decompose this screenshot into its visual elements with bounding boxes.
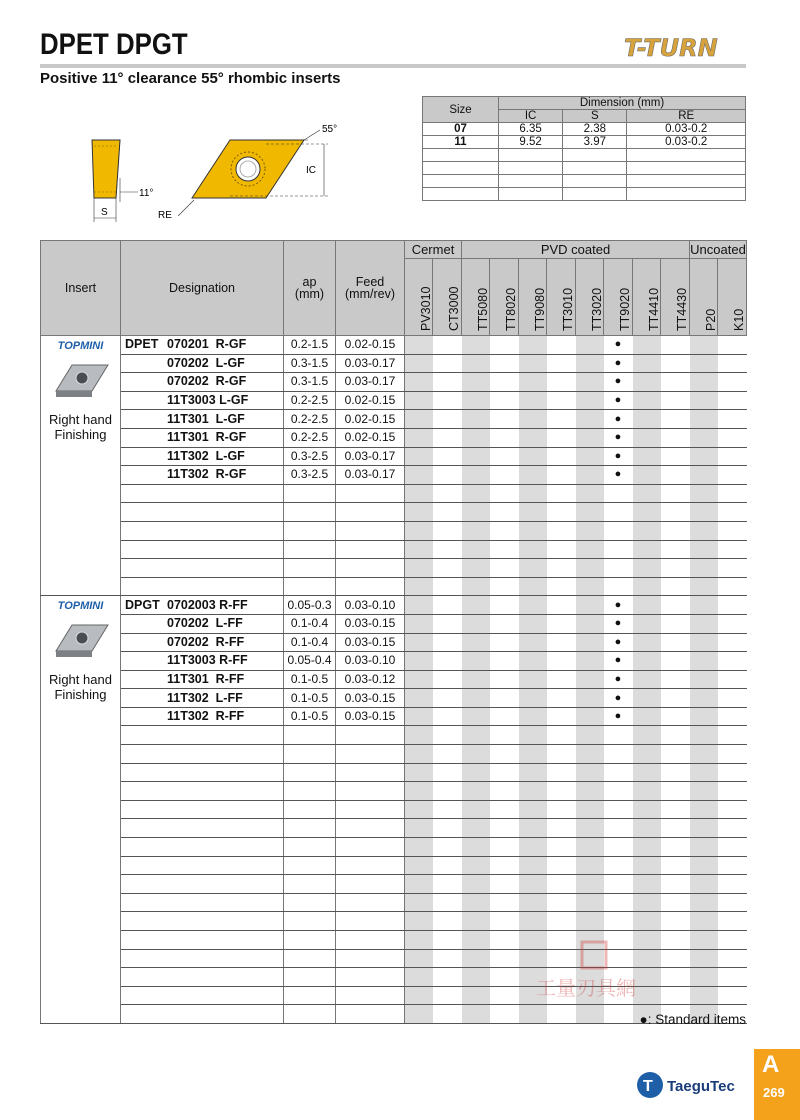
empty-row — [41, 745, 747, 764]
empty-row — [41, 838, 747, 857]
designation: 11T302 L-FF — [121, 689, 284, 708]
insert-cell — [41, 596, 121, 1024]
standard-item-mark: ● — [604, 447, 633, 466]
empty-row — [41, 782, 747, 801]
standard-item-mark: ● — [604, 614, 633, 633]
standard-item-mark: ● — [604, 652, 633, 671]
empty-row — [41, 800, 747, 819]
pvd-header: PVD coated — [462, 241, 690, 259]
standard-item-mark: ● — [604, 428, 633, 447]
grade-header: PV3010 — [405, 259, 433, 336]
uncoated-header: Uncoated — [690, 241, 746, 257]
insert-photo — [46, 617, 116, 661]
feed-value: 0.02-0.15 — [336, 428, 405, 447]
re-header: RE — [627, 110, 746, 123]
designation: 11T302 R-GF — [121, 466, 284, 485]
insert-description: Right hand Finishing — [49, 412, 112, 442]
designation: 070202 L-GF — [121, 354, 284, 373]
empty-row — [41, 912, 747, 931]
standard-item-mark: ● — [604, 354, 633, 373]
ap-value: 0.3-1.5 — [284, 373, 336, 392]
standard-item-mark: ● — [604, 689, 633, 708]
insert-header: Insert — [41, 241, 121, 336]
feed-value: 0.02-0.15 — [336, 336, 405, 355]
dimension-row: 07 6.35 2.38 0.03-0.2 — [423, 123, 746, 136]
grade-header: TT3010 — [547, 259, 576, 336]
standard-item-mark: ● — [604, 410, 633, 429]
table-row — [41, 596, 747, 615]
empty-row — [41, 559, 747, 578]
top-angle-label: 55° — [322, 124, 338, 135]
empty-row — [41, 540, 747, 559]
empty-row — [41, 521, 747, 540]
cermet-header: Cermet — [405, 241, 462, 259]
empty-row — [41, 726, 747, 745]
standard-item-mark: ● — [604, 670, 633, 689]
table-row — [41, 670, 747, 689]
taegutec-logo — [636, 1070, 748, 1107]
ap-value: 0.05-0.4 — [284, 652, 336, 671]
designation: 070202 L-FF — [121, 614, 284, 633]
empty-row — [41, 763, 747, 782]
feed-value: 0.03-0.15 — [336, 707, 405, 726]
dimension-row: 11 9.52 3.97 0.03-0.2 — [423, 136, 746, 149]
grade-table — [40, 240, 747, 1024]
t-turn-logo — [620, 32, 748, 62]
grade-header: CT3000 — [433, 259, 462, 336]
designation: 070202 R-FF — [121, 633, 284, 652]
table-row — [41, 336, 747, 355]
ap-header: ap (mm) — [284, 241, 336, 336]
section-letter: A — [762, 1051, 780, 1078]
ap-value: 0.3-1.5 — [284, 354, 336, 373]
designation-header: Designation — [121, 241, 284, 336]
ic-label: IC — [306, 165, 316, 176]
grade-header: K10 — [718, 259, 747, 336]
size-header: Size — [423, 97, 499, 123]
feed-value: 0.03-0.17 — [336, 373, 405, 392]
designation: 11T301 R-FF — [121, 670, 284, 689]
designation: DPET 070201 R-GF — [121, 336, 284, 355]
table-row — [41, 466, 747, 485]
insert-description: Right hand Finishing — [49, 672, 112, 703]
standard-item-mark: ● — [604, 466, 633, 485]
watermark — [530, 940, 670, 1000]
feed-value: 0.03-0.10 — [336, 652, 405, 671]
dimension-header: Dimension (mm) — [499, 97, 746, 110]
company-name: TaeguTec — [667, 1078, 735, 1095]
table-row — [41, 391, 747, 410]
side-angle-label: 11° — [139, 188, 154, 199]
table-row — [41, 652, 747, 671]
ap-value: 0.2-2.5 — [284, 428, 336, 447]
empty-row — [41, 875, 747, 894]
svg-text:T: T — [643, 1078, 653, 1095]
feed-value: 0.02-0.15 — [336, 391, 405, 410]
ap-value: 0.2-1.5 — [284, 336, 336, 355]
s-header: S — [563, 110, 627, 123]
ap-value: 0.1-0.5 — [284, 689, 336, 708]
grade-header: P20 — [690, 259, 718, 336]
designation: 11T302 R-FF — [121, 707, 284, 726]
feed-value: 0.03-0.17 — [336, 466, 405, 485]
feed-value: 0.03-0.15 — [336, 614, 405, 633]
ap-value: 0.2-2.5 — [284, 410, 336, 429]
designation: 11T3003 L-GF — [121, 391, 284, 410]
table-row — [41, 410, 747, 429]
standard-item-mark: ● — [604, 391, 633, 410]
empty-row — [41, 577, 747, 596]
ap-value: 0.1-0.5 — [284, 707, 336, 726]
table-row — [41, 614, 747, 633]
standard-item-mark: ● — [604, 596, 633, 615]
designation: DPGT 0702003 R-FF — [121, 596, 284, 615]
designation: 11T301 R-GF — [121, 428, 284, 447]
empty-row — [41, 819, 747, 838]
standard-item-mark: ● — [604, 373, 633, 392]
table-row — [41, 354, 747, 373]
ap-value: 0.2-2.5 — [284, 391, 336, 410]
standard-item-mark: ● — [604, 707, 633, 726]
ap-value: 0.1-0.5 — [284, 670, 336, 689]
ap-value: 0.05-0.3 — [284, 596, 336, 615]
empty-row — [41, 856, 747, 875]
page-title: DPET DPGT — [40, 28, 188, 61]
standard-items-note: ●: Standard items — [639, 1012, 746, 1027]
re-label: RE — [158, 210, 172, 221]
table-row — [41, 428, 747, 447]
feed-header: Feed (mm/rev) — [336, 241, 405, 336]
grade-header: TT4430 — [661, 259, 690, 336]
section-tab — [754, 1049, 800, 1120]
empty-row — [41, 893, 747, 912]
table-row — [41, 447, 747, 466]
designation: 11T3003 R-FF — [121, 652, 284, 671]
table-row — [41, 633, 747, 652]
s-label: S — [101, 207, 108, 218]
feed-value: 0.03-0.10 — [336, 596, 405, 615]
ap-value: 0.3-2.5 — [284, 447, 336, 466]
insert-brand-badge: TOPMINI — [57, 340, 104, 352]
standard-item-mark: ● — [604, 633, 633, 652]
ap-value: 0.1-0.4 — [284, 633, 336, 652]
t-turn-logo-text: T-TURN — [624, 34, 718, 62]
feed-value: 0.03-0.12 — [336, 670, 405, 689]
feed-value: 0.03-0.15 — [336, 633, 405, 652]
empty-row — [41, 484, 747, 503]
feed-value: 0.03-0.17 — [336, 447, 405, 466]
watermark-text: 工量刃具網 — [536, 976, 636, 1000]
grade-header: TT3020 — [576, 259, 604, 336]
designation: 070202 R-GF — [121, 373, 284, 392]
insert-photo — [46, 357, 116, 401]
insert-cell — [41, 336, 121, 596]
dimension-table — [422, 96, 746, 201]
ic-header: IC — [499, 110, 563, 123]
designation: 11T302 L-GF — [121, 447, 284, 466]
table-row — [41, 689, 747, 708]
grade-header: TT8020 — [490, 259, 519, 336]
table-row — [41, 707, 747, 726]
insert-diagram — [80, 118, 350, 228]
designation: 11T301 L-GF — [121, 410, 284, 429]
ap-value: 0.1-0.4 — [284, 614, 336, 633]
grade-header: TT9020 — [604, 259, 633, 336]
grade-header: TT5080 — [462, 259, 490, 336]
page-number: 269 — [763, 1085, 785, 1100]
title-rule — [40, 64, 746, 68]
grade-header: TT4410 — [633, 259, 661, 336]
insert-brand-badge: TOPMINI — [57, 600, 104, 613]
feed-value: 0.03-0.17 — [336, 354, 405, 373]
feed-value: 0.02-0.15 — [336, 410, 405, 429]
page-subtitle: Positive 11° clearance 55° rhombic inserts — [40, 70, 341, 87]
ap-value: 0.3-2.5 — [284, 466, 336, 485]
standard-item-mark: ● — [604, 336, 633, 355]
grade-header: TT9080 — [519, 259, 547, 336]
empty-row — [41, 503, 747, 522]
feed-value: 0.03-0.15 — [336, 689, 405, 708]
table-row — [41, 373, 747, 392]
